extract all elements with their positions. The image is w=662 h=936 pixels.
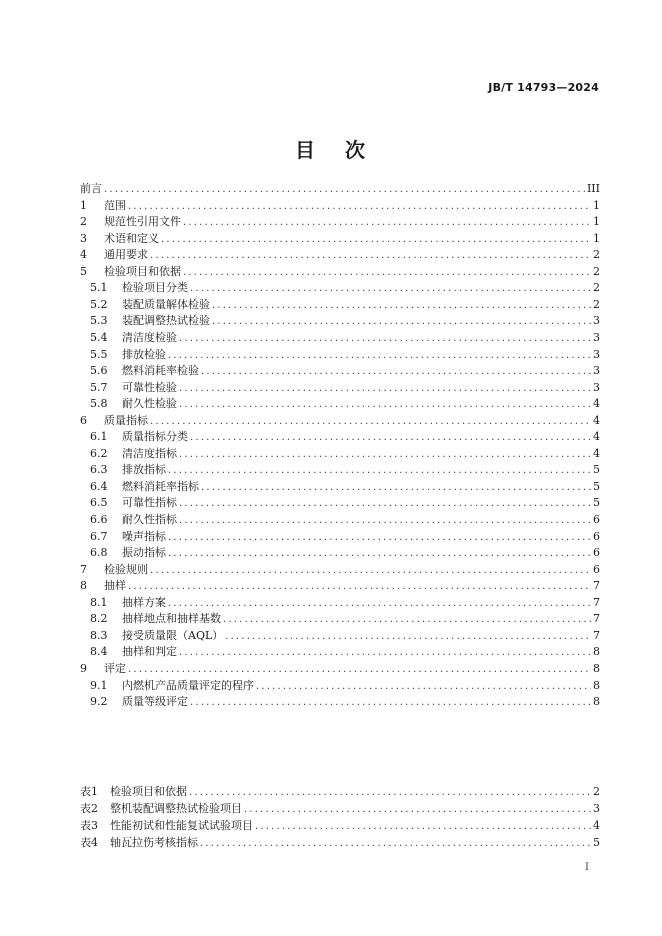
dot-leader bbox=[189, 785, 591, 801]
toc-entry[interactable] bbox=[80, 562, 600, 578]
toc-entry-page: 3 bbox=[593, 364, 600, 378]
toc-entry-number: 1 bbox=[80, 198, 87, 212]
toc-entry-page: 6 bbox=[593, 546, 600, 560]
toc-entry-page: 6 bbox=[593, 529, 600, 543]
toc-entry-page: 7 bbox=[593, 579, 600, 593]
toc-entry-label: 检验项目分类 bbox=[122, 281, 188, 295]
dot-leader bbox=[256, 679, 591, 695]
toc-entry[interactable] bbox=[80, 413, 600, 429]
dot-leader bbox=[128, 662, 591, 678]
toc-entry-page: 5 bbox=[593, 479, 600, 493]
toc-entry-label: 范围 bbox=[104, 198, 126, 212]
toc-entry-label: 排放检验 bbox=[122, 347, 166, 361]
dot-leader bbox=[255, 819, 591, 835]
toc-entry-number: 5.6 bbox=[90, 364, 108, 378]
toc-subentry[interactable] bbox=[90, 495, 600, 511]
toc-entry-number: 8.1 bbox=[90, 595, 108, 609]
toc-subentry[interactable] bbox=[90, 446, 600, 462]
toc-entry-label: 清洁度指标 bbox=[122, 446, 177, 460]
toc-entry-label: 耐久性检验 bbox=[122, 397, 177, 411]
toc-entry-number: 6.8 bbox=[90, 546, 108, 560]
dot-leader bbox=[212, 298, 591, 314]
toc-entry-number: 8 bbox=[80, 579, 87, 593]
dot-leader bbox=[179, 381, 591, 397]
toc-entry-label: 燃料消耗率检验 bbox=[122, 364, 199, 378]
toc-subentry[interactable] bbox=[90, 611, 600, 627]
toc-subentry[interactable] bbox=[90, 479, 600, 495]
toc-subentry[interactable] bbox=[90, 363, 600, 379]
toc-entry-page: 4 bbox=[593, 446, 600, 460]
toc-entry-number: 6.4 bbox=[90, 479, 108, 493]
toc-entry-page: 3 bbox=[593, 347, 600, 361]
toc-subentry[interactable] bbox=[90, 347, 600, 363]
dot-leader bbox=[223, 612, 591, 628]
watermark bbox=[150, 906, 510, 920]
dot-leader bbox=[179, 496, 591, 512]
toc-entry-number: 6.5 bbox=[90, 496, 108, 510]
toc-entry-number: 表2 bbox=[80, 802, 98, 815]
toc-subentry[interactable] bbox=[90, 297, 600, 313]
toc-entry[interactable] bbox=[80, 214, 600, 230]
dot-leader bbox=[244, 802, 591, 818]
table-list-entry[interactable] bbox=[80, 835, 600, 851]
table-list-entry[interactable] bbox=[80, 818, 600, 834]
toc-entry-page: 1 bbox=[593, 198, 600, 212]
toc-entry[interactable] bbox=[80, 247, 600, 263]
toc-entry-page: 4 bbox=[593, 413, 600, 427]
dot-leader bbox=[183, 215, 591, 231]
toc-entry-page: 5 bbox=[593, 463, 600, 477]
toc-entry-label: 抽样 bbox=[104, 579, 126, 593]
toc-subentry[interactable] bbox=[90, 396, 600, 412]
dot-leader bbox=[201, 480, 591, 496]
toc-entry-label: 轴瓦拉伤考核指标 bbox=[110, 836, 198, 849]
toc-entry-number: 6.7 bbox=[90, 529, 108, 543]
toc-subentry[interactable] bbox=[90, 512, 600, 528]
toc-entry-page: 8 bbox=[593, 695, 600, 709]
toc-entry-number: 5.1 bbox=[90, 281, 108, 295]
toc-entry-label: 装配质量解体检验 bbox=[122, 297, 210, 311]
toc-subentry[interactable] bbox=[90, 429, 600, 445]
toc-entry-page: 3 bbox=[593, 330, 600, 344]
toc-subentry[interactable] bbox=[90, 462, 600, 478]
toc-entry-page: 3 bbox=[593, 314, 600, 328]
toc-entry-label: 装配调整热试检验 bbox=[122, 314, 210, 328]
toc-entry-number: 7 bbox=[80, 562, 87, 576]
toc-entry-page: 2 bbox=[593, 785, 600, 798]
dot-leader bbox=[104, 182, 585, 198]
toc-entry-label: 质量指标分类 bbox=[122, 430, 188, 444]
toc-entry-page: 3 bbox=[593, 802, 600, 815]
dot-leader bbox=[190, 281, 591, 297]
toc-entry-page: 6 bbox=[593, 513, 600, 526]
toc-subentry[interactable] bbox=[90, 678, 600, 694]
toc-subentry[interactable] bbox=[90, 595, 600, 611]
toc-entry-page: 1 bbox=[593, 215, 600, 229]
toc-entry-number: 8.2 bbox=[90, 612, 108, 626]
toc-subentry[interactable] bbox=[90, 529, 600, 545]
toc-entry-page: 2 bbox=[593, 264, 600, 278]
toc-entry-number: 5.8 bbox=[90, 397, 108, 411]
toc-entry-number: 表4 bbox=[80, 836, 98, 849]
toc-entry-number: 6.2 bbox=[90, 446, 108, 460]
toc-entry-label: 质量等级评定 bbox=[122, 695, 188, 709]
dot-leader bbox=[179, 397, 591, 413]
toc-entry-label: 内燃机产品质量评定的程序 bbox=[122, 678, 254, 692]
dot-leader bbox=[150, 248, 591, 264]
dot-leader bbox=[201, 364, 591, 380]
toc-entry-number: 表1 bbox=[80, 785, 98, 798]
toc-entry[interactable] bbox=[80, 578, 600, 594]
toc-subentry[interactable] bbox=[90, 644, 600, 660]
dot-leader bbox=[168, 463, 591, 479]
dot-leader bbox=[200, 836, 591, 852]
toc-entry-label: 检验规则 bbox=[104, 562, 148, 576]
toc-entry-page: 1 bbox=[593, 231, 600, 245]
toc-entry[interactable] bbox=[80, 198, 600, 214]
toc-entry-label: 抽样和判定 bbox=[122, 645, 177, 659]
toc-subentry[interactable] bbox=[90, 545, 600, 561]
toc-entry[interactable] bbox=[80, 231, 600, 247]
toc-entry-label: 可靠性指标 bbox=[122, 496, 177, 510]
toc-entry-label: 通用要求 bbox=[104, 248, 148, 262]
toc-subentry[interactable] bbox=[90, 694, 600, 710]
dot-leader bbox=[225, 629, 591, 645]
toc-entry-number: 5.2 bbox=[90, 297, 108, 311]
toc-entry-number: 9.2 bbox=[90, 695, 108, 709]
toc-entry-label: 前言 bbox=[80, 182, 102, 195]
dot-leader bbox=[168, 348, 591, 364]
title-part-2: 次 bbox=[345, 138, 367, 162]
toc-entry-page: 2 bbox=[593, 248, 600, 262]
toc-entry-number: 3 bbox=[80, 231, 87, 245]
toc-entry-label: 整机装配调整热试检验项目 bbox=[110, 802, 242, 815]
toc-entry-page: 5 bbox=[593, 836, 600, 849]
toc-entry-number: 2 bbox=[80, 215, 87, 229]
toc-entry-page: 7 bbox=[593, 628, 600, 642]
toc-entry-label: 排放指标 bbox=[122, 463, 166, 477]
table-list-entry[interactable] bbox=[80, 801, 600, 817]
toc-entry-number: 5 bbox=[80, 264, 87, 278]
toc-entry[interactable] bbox=[80, 181, 600, 197]
toc-entry-number: 5.3 bbox=[90, 314, 108, 328]
toc-entry-number: 5.7 bbox=[90, 380, 108, 394]
toc-subentry[interactable] bbox=[90, 380, 600, 396]
toc-entry-label: 抽样地点和抽样基数 bbox=[122, 612, 221, 626]
dot-leader bbox=[161, 232, 591, 248]
toc-subentry[interactable] bbox=[90, 330, 600, 346]
toc-entry-number: 6.3 bbox=[90, 463, 108, 477]
toc-entry-page: 2 bbox=[593, 281, 600, 295]
toc-entry-page: 4 bbox=[593, 397, 600, 411]
dot-leader bbox=[179, 331, 591, 347]
toc-entry-number: 8.3 bbox=[90, 628, 108, 642]
standard-number: JB/T 14793—2024 bbox=[488, 81, 599, 94]
toc-entry-number: 9.1 bbox=[90, 678, 108, 692]
page-title bbox=[0, 134, 662, 163]
toc-entry-label: 术语和定义 bbox=[104, 231, 159, 245]
toc-entry-label: 可靠性检验 bbox=[122, 380, 177, 394]
toc-entry-label: 接受质量限（AQL） bbox=[122, 628, 224, 642]
toc-entry-label: 规范性引用文件 bbox=[104, 215, 181, 229]
toc-entry-number: 表3 bbox=[80, 819, 98, 832]
dot-leader bbox=[179, 447, 591, 463]
toc-entry-label: 质量指标 bbox=[104, 413, 148, 427]
dot-leader bbox=[190, 430, 591, 446]
dot-leader bbox=[150, 563, 591, 579]
toc-entry-number: 6.6 bbox=[90, 513, 108, 526]
toc-entry-number: 9 bbox=[80, 661, 87, 675]
toc-entry-page: III bbox=[586, 182, 600, 195]
toc-subentry[interactable] bbox=[90, 313, 600, 329]
dot-leader bbox=[179, 645, 591, 661]
toc-entry-label: 振动指标 bbox=[122, 546, 166, 560]
toc-entry-page: 4 bbox=[593, 819, 600, 832]
toc-entry-label: 抽样方案 bbox=[122, 595, 166, 609]
toc-entry[interactable] bbox=[80, 264, 600, 280]
toc-entry-label: 检验项目和依据 bbox=[110, 785, 187, 798]
toc-entry-label: 耐久性指标 bbox=[122, 513, 177, 526]
toc-entry-label: 评定 bbox=[104, 661, 126, 675]
toc-entry-page: 8 bbox=[593, 645, 600, 659]
toc-entry-page: 8 bbox=[593, 661, 600, 675]
toc-entry-page: 7 bbox=[593, 612, 600, 626]
toc-entry-number: 6.1 bbox=[90, 430, 108, 444]
dot-leader bbox=[212, 314, 591, 330]
toc-entry-label: 性能初试和性能复试试验项目 bbox=[110, 819, 253, 832]
toc-entry[interactable] bbox=[80, 661, 600, 677]
page-number: I bbox=[585, 862, 589, 873]
dot-leader bbox=[168, 546, 591, 562]
dot-leader bbox=[128, 199, 591, 215]
dot-leader bbox=[168, 596, 591, 612]
dot-leader bbox=[168, 530, 591, 546]
dot-leader bbox=[179, 513, 591, 529]
toc-subentry[interactable] bbox=[90, 280, 600, 296]
toc-entry-label: 检验项目和依据 bbox=[104, 264, 181, 278]
toc-subentry[interactable] bbox=[90, 628, 600, 644]
toc-entry-page: 7 bbox=[593, 595, 600, 609]
toc-entry-page: 8 bbox=[593, 678, 600, 692]
dot-leader bbox=[150, 414, 591, 430]
toc-entry-number: 5.5 bbox=[90, 347, 108, 361]
toc-entry-label: 燃料消耗率指标 bbox=[122, 479, 199, 493]
toc-entry-page: 5 bbox=[593, 496, 600, 510]
toc-entry-page: 2 bbox=[593, 297, 600, 311]
dot-leader bbox=[190, 695, 591, 711]
toc-entry-page: 4 bbox=[593, 430, 600, 444]
table-list-entry[interactable] bbox=[80, 784, 600, 800]
dot-leader bbox=[183, 265, 591, 281]
toc-entry-number: 8.4 bbox=[90, 645, 108, 659]
title-part-1: 目 bbox=[295, 138, 317, 162]
toc-entry-number: 4 bbox=[80, 248, 87, 262]
toc-entry-page: 3 bbox=[593, 380, 600, 394]
dot-leader bbox=[128, 579, 591, 595]
toc-entry-label: 清洁度检验 bbox=[122, 330, 177, 344]
toc-entry-number: 5.4 bbox=[90, 330, 108, 344]
toc-entry-label: 噪声指标 bbox=[122, 529, 166, 543]
toc-entry-page: 6 bbox=[593, 562, 600, 576]
toc-entry-number: 6 bbox=[80, 413, 87, 427]
